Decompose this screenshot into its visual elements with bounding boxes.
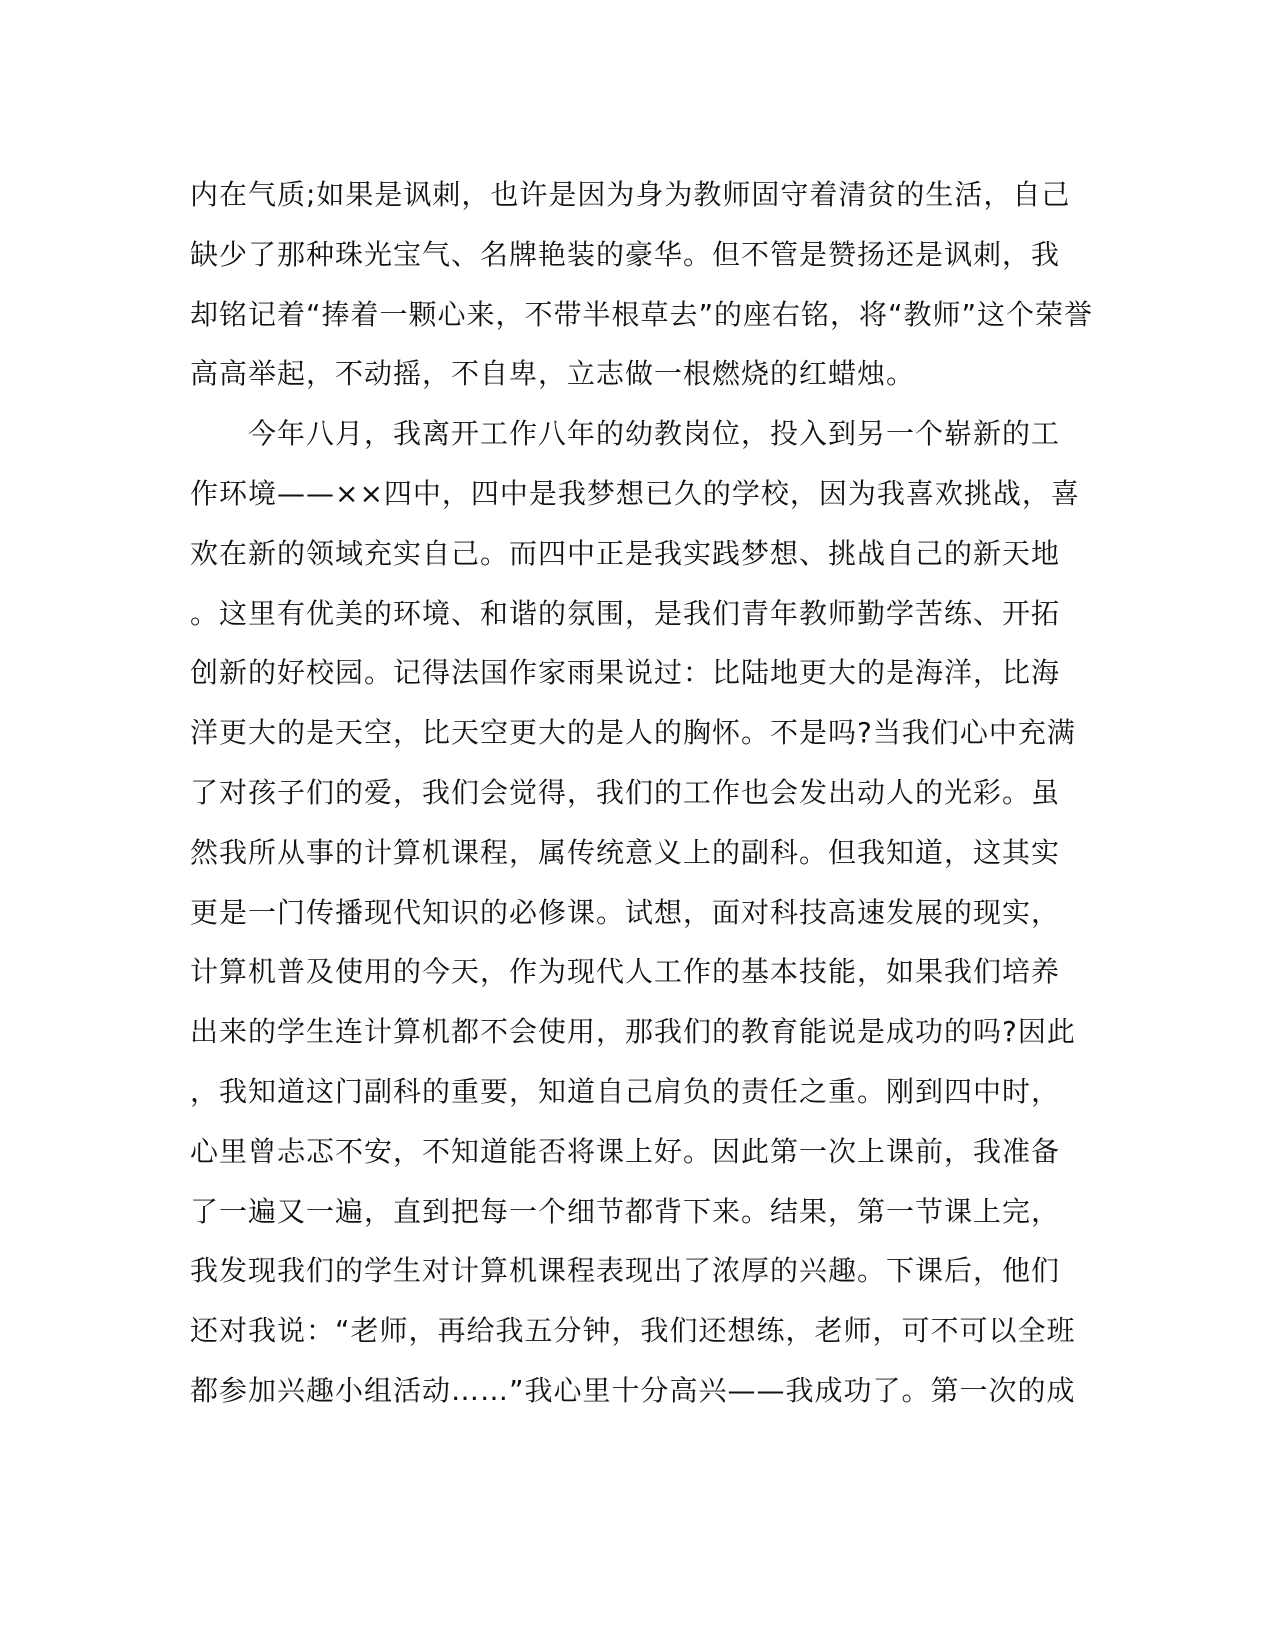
- text-line: ，我知道这门副科的重要，知道自己肩负的责任之重。刚到四中时，: [190, 1074, 1061, 1108]
- text-line: 更是一门传播现代知识的必修课。试想，面对科技高速发展的现实，: [190, 895, 1061, 929]
- text-line: 都参加兴趣小组活动……”我心里十分高兴——我成功了。第一次的成: [190, 1373, 1076, 1407]
- text-line: 高高举起，不动摇，不自卑，立志做一根燃烧的红蜡烛。: [190, 357, 916, 391]
- text-line: 心里曾忐忑不安，不知道能否将课上好。因此第一次上课前，我准备: [190, 1134, 1061, 1168]
- text-line: 作环境——××四中，四中是我梦想已久的学校，因为我喜欢挑战，喜: [190, 476, 1080, 510]
- text-line: 还对我说：“老师，再给我五分钟，我们还想练，老师，可不可以全班: [190, 1314, 1076, 1348]
- text-line: 欢在新的领域充实自己。而四中正是我实践梦想、挑战自己的新天地: [190, 536, 1061, 570]
- text-line: 洋更大的是天空，比天空更大的是人的胸怀。不是吗?当我们心中充满: [190, 716, 1076, 750]
- text-line: 了对孩子们的爱，我们会觉得，我们的工作也会发出动人的光彩。虽: [190, 775, 1061, 809]
- text-line: 内在气质;如果是讽刺，也许是因为身为教师固守着清贫的生活，自己: [190, 178, 1071, 211]
- text-line: 。这里有优美的环境、和谐的氛围，是我们青年教师勤学苦练、开拓: [190, 596, 1061, 630]
- text-line: 创新的好校园。记得法国作家雨果说过：比陆地更大的是海洋，比海: [190, 656, 1061, 690]
- text-line: 了一遍又一遍，直到把每一个细节都背下来。结果，第一节课上完，: [190, 1194, 1061, 1228]
- text-line: 出来的学生连计算机都不会使用，那我们的教育能说是成功的吗?因此: [190, 1015, 1076, 1049]
- text-line: 缺少了那种珠光宝气、名牌艳装的豪华。但不管是赞扬还是讽刺，我: [190, 237, 1061, 271]
- body-text: [190, 165, 1094, 1421]
- text-line: 我发现我们的学生对计算机课程表现出了浓厚的兴趣。下课后，他们: [190, 1254, 1061, 1288]
- text-line: 却铭记着“捧着一颗心来，不带半根草去”的座右铭，将“教师”这个荣誉: [190, 297, 1094, 331]
- text-line: 今年八月，我离开工作八年的幼教岗位，投入到另一个崭新的工: [190, 417, 1061, 451]
- text-line: 计算机普及使用的今天，作为现代人工作的基本技能，如果我们培养: [190, 955, 1061, 989]
- text-line: 然我所从事的计算机课程，属传统意义上的副科。但我知道，这其实: [190, 835, 1061, 869]
